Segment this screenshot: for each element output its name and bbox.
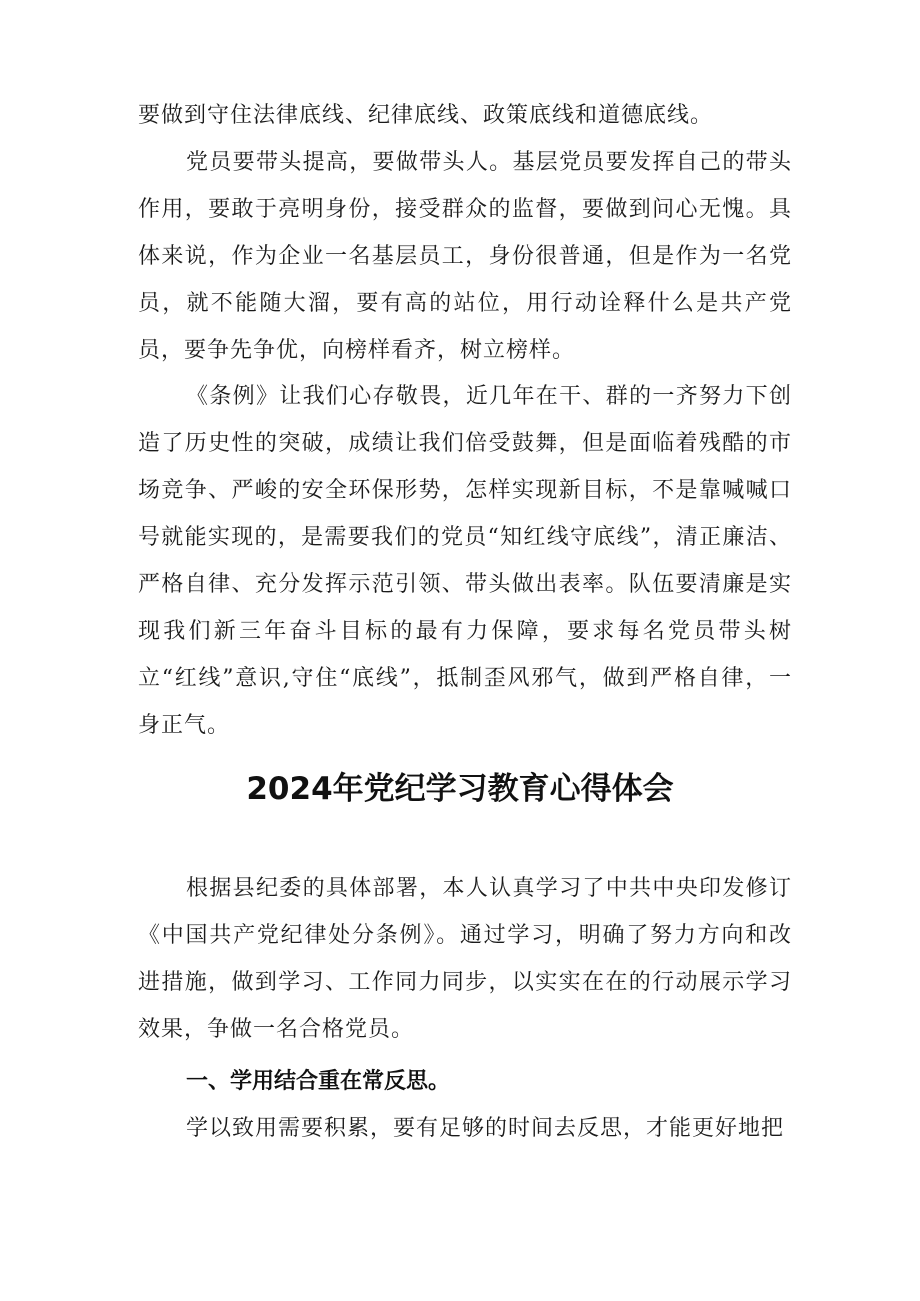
section-heading-1: 一、学用结合重在常反思。 <box>186 1069 451 1094</box>
paragraph-section-1-start: 学以致用需要积累，要有足够的时间去反思，才能更好地把 <box>186 1116 785 1141</box>
paragraph-regulations-awe: 《条例》让我们心存敬畏，近几年在干、群的一齐努力下创造了历史性的突破，成绩让我们倍受鼓舞，但是面临着残酷的市场竞争、严峻的安全环保形势，怎样实现新目标，不是靠喊喊口号就能实现的，是需要我们的党员“知红线守底线”，清正廉洁、严格自律、充分发挥示范引领、带头做出表率。队伍要清廉是实现我们新三年奋斗目标的最有力保障，要求每名党员带头树立“红线”意识,守住“底线”，抵制歪风邪气，做到严格自律，一身正气。 <box>138 384 792 738</box>
paragraph-study-intro: 根据县纪委的具体部署，本人认真学习了中共中央印发修订《中国共产党纪律处分条例》。通过学习，明确了努力方向和改进措施，做到学习、工作同力同步，以实实在在的行动展示学习效果，争做一名合格党员。 <box>138 876 792 1042</box>
paragraph-continuation: 要做到守住法律底线、纪律底线、政策底线和道德底线。 <box>138 103 714 128</box>
paragraph-party-member-lead: 党员要带头提高，要做带头人。基层党员要发挥自己的带头作用，要敢于亮明身份，接受群众的监督，要做到问心无愧。具体来说，作为企业一名基层员工，身份很普通，但是作为一名党员，就不能随大溜，要有高的站位，用行动诠释什么是共产党员，要争先争优，向榜样看齐，树立榜样。 <box>138 150 792 363</box>
page-title: 2024年党纪学习教育心得体会 <box>246 771 674 807</box>
